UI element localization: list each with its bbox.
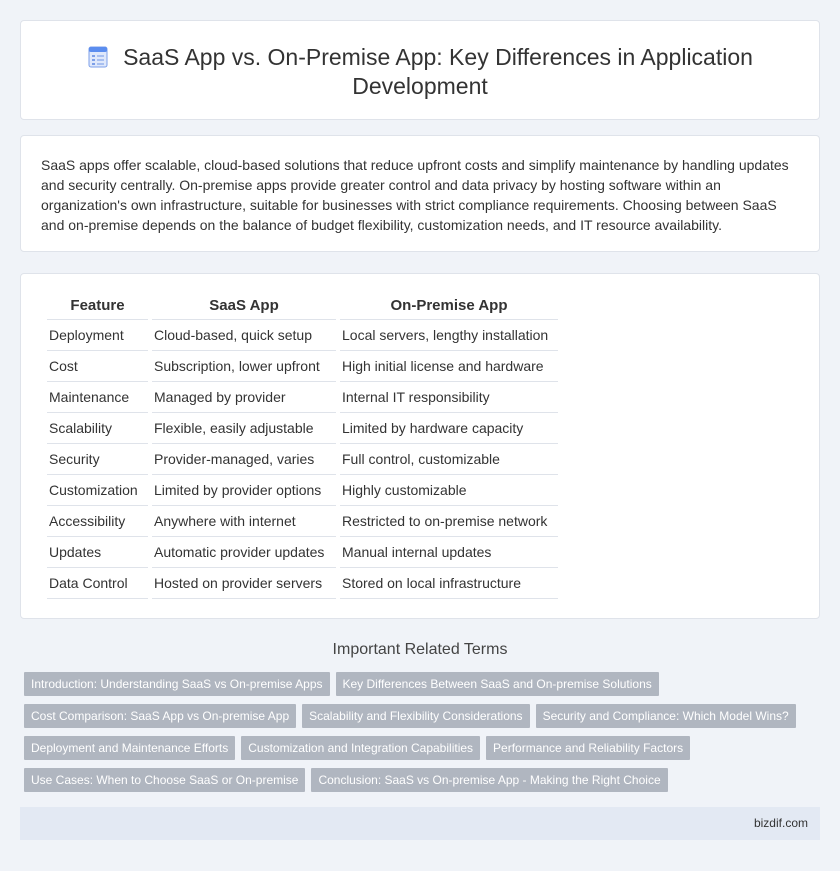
- cell-feature: Deployment: [47, 320, 148, 351]
- cell-saas: Provider-managed, varies: [152, 444, 336, 475]
- header-feature: Feature: [47, 292, 148, 320]
- page-title: SaaS App vs. On-Premise App: Key Differences in Application Development: [123, 44, 753, 99]
- cell-on-premise: High initial license and hardware: [340, 351, 558, 382]
- table-row: [47, 475, 558, 506]
- cell-feature: Maintenance: [47, 382, 148, 413]
- table-body: [47, 320, 558, 599]
- table-row: [47, 506, 558, 537]
- related-term-tag[interactable]: Use Cases: When to Choose SaaS or On-premise: [24, 768, 305, 792]
- cell-on-premise: Limited by hardware capacity: [340, 413, 558, 444]
- cell-saas: Managed by provider: [152, 382, 336, 413]
- cell-saas: Subscription, lower upfront: [152, 351, 336, 382]
- cell-feature: Cost: [47, 351, 148, 382]
- related-term-tag[interactable]: Introduction: Understanding SaaS vs On-premise Apps: [24, 672, 330, 696]
- comparison-card: [20, 273, 820, 619]
- table-header-row: [47, 292, 558, 320]
- comparison-table: [43, 292, 562, 599]
- related-term-tag[interactable]: Customization and Integration Capabilities: [241, 736, 480, 760]
- related-term-tag[interactable]: Deployment and Maintenance Efforts: [24, 736, 235, 760]
- cell-saas: Automatic provider updates: [152, 537, 336, 568]
- header-on-premise: On-Premise App: [340, 292, 558, 320]
- cell-saas: Cloud-based, quick setup: [152, 320, 336, 351]
- table-row: [47, 320, 558, 351]
- cell-feature: Data Control: [47, 568, 148, 599]
- table-row: [47, 444, 558, 475]
- cell-feature: Customization: [47, 475, 148, 506]
- cell-saas: Anywhere with internet: [152, 506, 336, 537]
- cell-saas: Flexible, easily adjustable: [152, 413, 336, 444]
- cell-on-premise: Restricted to on-premise network: [340, 506, 558, 537]
- table-row: [47, 568, 558, 599]
- cell-saas: Hosted on provider servers: [152, 568, 336, 599]
- cell-on-premise: Local servers, lengthy installation: [340, 320, 558, 351]
- table-row: [47, 351, 558, 382]
- cell-feature: Scalability: [47, 413, 148, 444]
- document-icon: [87, 46, 109, 68]
- footer-site[interactable]: bizdif.com: [753, 816, 808, 830]
- table-row: [47, 382, 558, 413]
- cell-on-premise: Manual internal updates: [340, 537, 558, 568]
- related-terms-list: [24, 672, 814, 792]
- cell-feature: Updates: [47, 537, 148, 568]
- cell-on-premise: Internal IT responsibility: [340, 382, 558, 413]
- cell-feature: Security: [47, 444, 148, 475]
- title-card: [20, 20, 820, 120]
- header-saas: SaaS App: [152, 292, 336, 320]
- table-row: [47, 413, 558, 444]
- cell-on-premise: Full control, customizable: [340, 444, 558, 475]
- related-term-tag[interactable]: Security and Compliance: Which Model Wins?: [536, 704, 796, 728]
- related-term-tag[interactable]: Performance and Reliability Factors: [486, 736, 690, 760]
- table-row: [47, 537, 558, 568]
- related-term-tag[interactable]: Key Differences Between SaaS and On-premise Solutions: [336, 672, 659, 696]
- intro-card: [20, 135, 820, 252]
- footer: [20, 807, 820, 840]
- related-term-tag[interactable]: Cost Comparison: SaaS App vs On-premise App: [24, 704, 296, 728]
- related-terms-title: Important Related Terms: [332, 641, 508, 658]
- cell-on-premise: Highly customizable: [340, 475, 558, 506]
- cell-feature: Accessibility: [47, 506, 148, 537]
- related-term-tag[interactable]: Scalability and Flexibility Considerations: [302, 704, 529, 728]
- related-term-tag[interactable]: Conclusion: SaaS vs On-premise App - Making the Right Choice: [311, 768, 667, 792]
- intro-paragraph: SaaS apps offer scalable, cloud-based solutions that reduce upfront costs and simplify maintenance by handling updates and security centrally. On-premise apps provide greater control and data privacy by hosting software within an organization's own infrastructure, suitable for businesses with strict compliance requirements. Choosing between SaaS and on-premise depends on the balance of budget flexibility, customization needs, and IT resource availability.: [41, 157, 789, 233]
- cell-on-premise: Stored on local infrastructure: [340, 568, 558, 599]
- cell-saas: Limited by provider options: [152, 475, 336, 506]
